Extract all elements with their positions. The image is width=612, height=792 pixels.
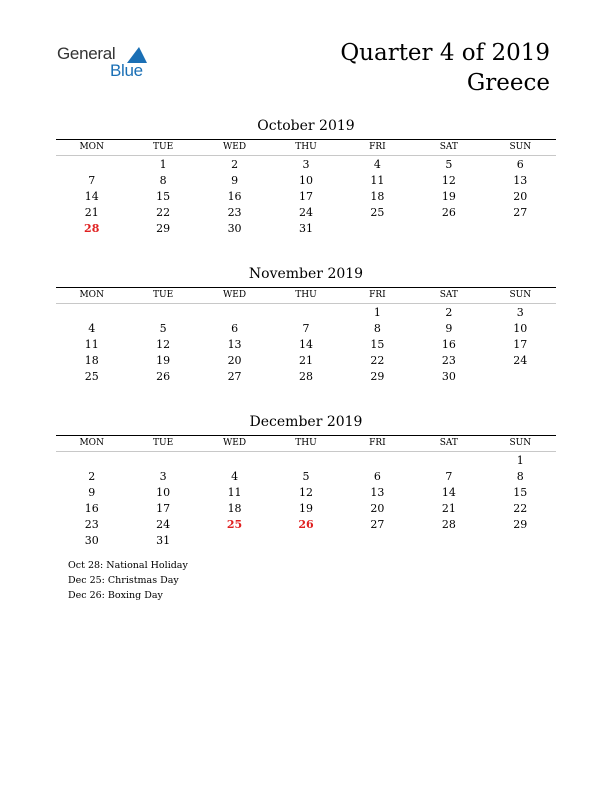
day-cell <box>56 305 127 321</box>
day-cell: 23 <box>84 518 99 531</box>
day-cell: 12 <box>298 486 313 499</box>
month-december <box>56 413 556 549</box>
day-cell: 22 <box>370 354 385 367</box>
day-cell <box>342 221 413 237</box>
day-cell: 27 <box>227 370 242 383</box>
day-cell <box>342 453 413 469</box>
month-title: November 2019 <box>248 266 364 282</box>
day-cell: 22 <box>513 502 528 515</box>
day-cell: 11 <box>227 486 242 499</box>
day-cell: 20 <box>227 354 242 367</box>
weekday-label: TUE <box>153 290 174 300</box>
weekday-label: FRI <box>369 438 386 448</box>
day-cell: 29 <box>370 370 385 383</box>
day-cell: 16 <box>441 338 456 351</box>
day-cell: 13 <box>370 486 385 499</box>
day-cell: 5 <box>302 470 310 483</box>
day-cell: 29 <box>156 222 171 235</box>
day-cell: 15 <box>370 338 385 351</box>
day-cell <box>485 533 556 549</box>
day-cell: 5 <box>445 158 453 171</box>
day-cell: 31 <box>156 534 171 547</box>
day-cell: 7 <box>88 174 96 187</box>
day-cell: 6 <box>516 158 524 171</box>
day-cell: 18 <box>370 190 385 203</box>
day-cell: 14 <box>84 190 99 203</box>
day-cell <box>56 453 127 469</box>
weekday-header-row <box>56 288 556 303</box>
weekday-label: WED <box>223 142 247 152</box>
day-cell: 22 <box>156 206 171 219</box>
day-cell: 13 <box>513 174 528 187</box>
logo-word-blue: Blue <box>110 61 143 80</box>
day-cell: 11 <box>84 338 99 351</box>
day-cell: 7 <box>445 470 453 483</box>
day-cell: 23 <box>227 206 242 219</box>
day-cell: 26 <box>156 370 171 383</box>
day-cell: 19 <box>298 502 313 515</box>
day-cell: 9 <box>231 174 239 187</box>
day-cell: 1 <box>516 454 524 467</box>
day-cell-holiday: 26 <box>298 518 314 531</box>
month-november <box>56 265 556 385</box>
header-divider <box>56 451 556 452</box>
day-cell <box>127 305 198 321</box>
weekday-label: SUN <box>509 290 532 300</box>
day-cell: 17 <box>156 502 171 515</box>
day-cell: 19 <box>156 354 171 367</box>
weekday-header-row <box>56 436 556 451</box>
day-cell-holiday: 28 <box>84 222 100 235</box>
day-cell: 28 <box>441 518 456 531</box>
weekday-label: SAT <box>439 438 458 448</box>
note-item: Dec 26: Boxing Day <box>68 590 163 601</box>
day-cell: 10 <box>298 174 313 187</box>
weekday-label: SAT <box>439 142 458 152</box>
day-cell: 14 <box>298 338 313 351</box>
day-cell: 1 <box>373 306 381 319</box>
day-cell: 4 <box>88 322 96 335</box>
weekday-label: SAT <box>439 290 458 300</box>
day-cell <box>270 305 341 321</box>
logo-word-general: General <box>57 44 116 63</box>
day-cell: 26 <box>441 206 456 219</box>
month-title: December 2019 <box>249 414 363 430</box>
day-cell: 21 <box>298 354 313 367</box>
day-cell: 11 <box>370 174 385 187</box>
note-item: Dec 25: Christmas Day <box>68 575 179 586</box>
day-cell: 20 <box>370 502 385 515</box>
day-cell: 2 <box>231 158 239 171</box>
day-cell: 25 <box>84 370 99 383</box>
day-cell <box>413 533 484 549</box>
day-cell: 24 <box>156 518 171 531</box>
day-cell <box>199 305 270 321</box>
day-cell: 24 <box>513 354 528 367</box>
weekday-label: MON <box>79 290 104 300</box>
weekday-label: MON <box>79 142 104 152</box>
weekday-label: FRI <box>369 142 386 152</box>
day-cell <box>56 157 127 173</box>
day-cell: 18 <box>227 502 242 515</box>
day-cell: 4 <box>373 158 381 171</box>
days-grid <box>56 453 556 549</box>
day-cell: 2 <box>445 306 453 319</box>
day-cell <box>342 533 413 549</box>
day-cell: 24 <box>298 206 313 219</box>
day-cell: 6 <box>231 322 239 335</box>
day-cell: 19 <box>441 190 456 203</box>
day-cell: 30 <box>84 534 99 547</box>
day-cell: 28 <box>298 370 313 383</box>
day-cell: 8 <box>159 174 167 187</box>
day-cell <box>485 369 556 385</box>
weekday-label: THU <box>295 142 317 152</box>
day-cell <box>270 453 341 469</box>
day-cell: 21 <box>441 502 456 515</box>
weekday-label: TUE <box>153 438 174 448</box>
weekday-label: FRI <box>369 290 386 300</box>
header-divider <box>56 155 556 156</box>
weekday-label: MON <box>79 438 104 448</box>
holiday-notes <box>68 558 188 603</box>
day-cell: 30 <box>441 370 456 383</box>
day-cell: 3 <box>516 306 524 319</box>
day-cell: 27 <box>370 518 385 531</box>
day-cell: 10 <box>513 322 528 335</box>
day-cell: 2 <box>88 470 96 483</box>
weekday-label: SUN <box>509 142 532 152</box>
month-october <box>56 117 556 237</box>
day-cell: 14 <box>441 486 456 499</box>
weekday-label: WED <box>223 290 247 300</box>
title-country: Greece <box>466 70 550 96</box>
day-cell: 9 <box>445 322 453 335</box>
day-cell <box>413 221 484 237</box>
note-item: Oct 28: National Holiday <box>68 560 188 571</box>
day-cell: 5 <box>159 322 167 335</box>
generalblue-logo <box>57 44 167 84</box>
day-cell: 8 <box>373 322 381 335</box>
weekday-label: THU <box>295 290 317 300</box>
day-cell: 15 <box>156 190 171 203</box>
day-cell <box>485 221 556 237</box>
day-cell: 7 <box>302 322 310 335</box>
day-cell: 16 <box>227 190 242 203</box>
day-cell: 8 <box>516 470 524 483</box>
day-cell <box>199 533 270 549</box>
weekday-label: SUN <box>509 438 532 448</box>
days-grid <box>56 157 556 237</box>
day-cell: 12 <box>441 174 456 187</box>
day-cell: 4 <box>231 470 239 483</box>
day-cell: 17 <box>298 190 313 203</box>
day-cell <box>127 453 198 469</box>
month-title: October 2019 <box>257 118 355 134</box>
day-cell <box>270 533 341 549</box>
day-cell <box>413 453 484 469</box>
day-cell: 29 <box>513 518 528 531</box>
day-cell: 17 <box>513 338 528 351</box>
weekday-header-row <box>56 140 556 155</box>
day-cell: 27 <box>513 206 528 219</box>
day-cell: 21 <box>84 206 99 219</box>
day-cell: 10 <box>156 486 171 499</box>
day-cell: 31 <box>298 222 313 235</box>
weekday-label: TUE <box>153 142 174 152</box>
days-grid <box>56 305 556 385</box>
day-cell: 1 <box>159 158 167 171</box>
page-title <box>340 38 550 98</box>
day-cell: 9 <box>88 486 96 499</box>
title-quarter: Quarter 4 of 2019 <box>340 40 550 66</box>
day-cell <box>199 453 270 469</box>
day-cell: 13 <box>227 338 242 351</box>
day-cell-holiday: 25 <box>226 518 243 531</box>
day-cell: 15 <box>513 486 528 499</box>
day-cell: 23 <box>441 354 456 367</box>
day-cell: 30 <box>227 222 242 235</box>
day-cell: 3 <box>159 470 167 483</box>
weekday-label: WED <box>223 438 247 448</box>
header-divider <box>56 303 556 304</box>
day-cell: 16 <box>84 502 99 515</box>
weekday-label: THU <box>295 438 317 448</box>
day-cell: 12 <box>156 338 171 351</box>
day-cell: 3 <box>302 158 310 171</box>
day-cell: 25 <box>370 206 385 219</box>
day-cell: 6 <box>373 470 381 483</box>
day-cell: 20 <box>513 190 528 203</box>
day-cell: 18 <box>84 354 99 367</box>
